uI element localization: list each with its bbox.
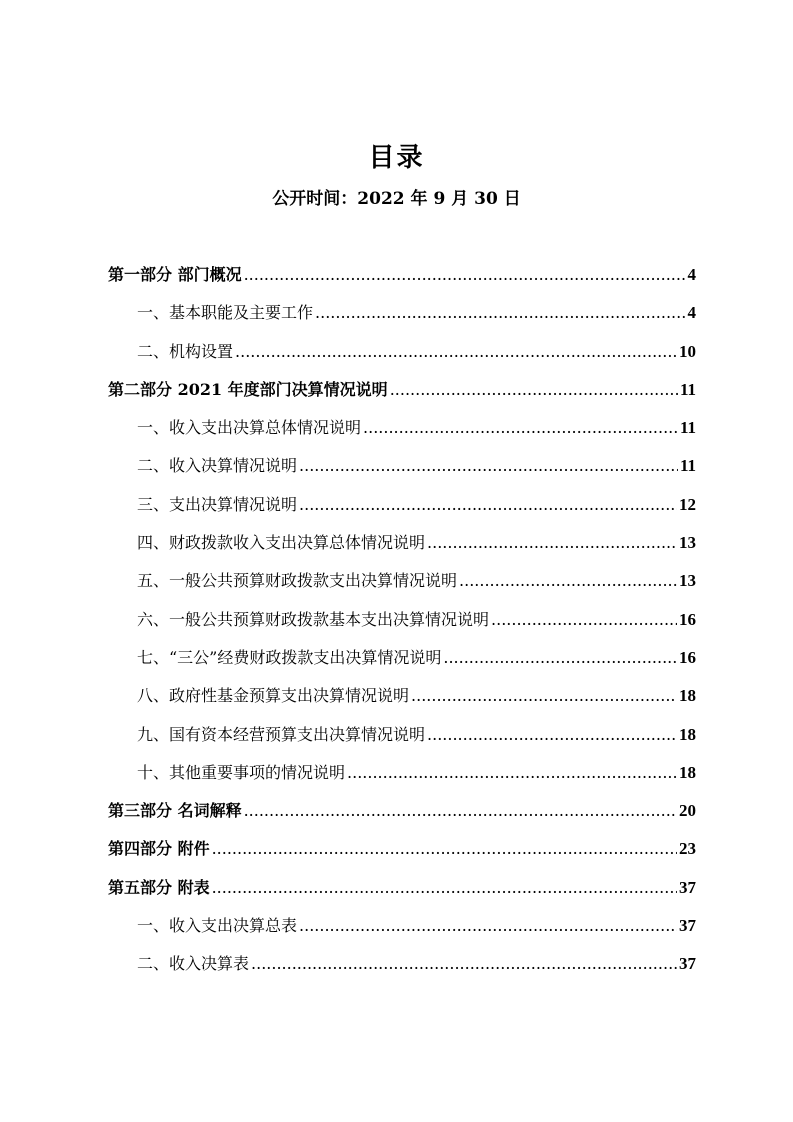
toc-entry[interactable] (108, 300, 696, 338)
toc-entry-label: 一、收入支出决算总体情况说明 (137, 418, 362, 438)
toc-entry[interactable] (108, 913, 696, 951)
toc-entry-page: 37 (679, 954, 696, 974)
toc-leader-dots (315, 303, 685, 322)
toc-leader-dots (251, 954, 677, 973)
toc-entry-label: 第一部分 部门概况 (108, 265, 242, 284)
toc-entry[interactable] (108, 262, 696, 300)
toc-entry[interactable] (108, 568, 696, 606)
toc-entry-page: 13 (679, 533, 696, 553)
toc-entry-page: 4 (687, 303, 696, 323)
toc-entry-page: 20 (679, 801, 696, 821)
toc-leader-dots (390, 380, 678, 399)
toc-leader-dots (235, 342, 677, 361)
toc-entry-page: 37 (679, 877, 696, 897)
toc-entry-page: 18 (679, 724, 696, 744)
toc-leader-dots (299, 495, 677, 514)
toc-entry-page: 11 (679, 418, 696, 438)
toc-entry-label: 五、一般公共预算财政拨款支出决算情况说明 (137, 571, 458, 591)
toc-entry-page: 13 (679, 571, 696, 591)
toc-entry-label: 第三部分 名词解释 (108, 801, 242, 821)
toc-entry[interactable] (108, 798, 696, 836)
toc-leader-dots (459, 571, 677, 590)
toc-entry-label: 八、政府性基金预算支出决算情况说明 (137, 686, 410, 706)
toc-entry[interactable] (108, 453, 696, 491)
toc-entry-label: 第五部分 附表 (108, 877, 210, 897)
toc-entry[interactable] (108, 415, 696, 453)
toc-entry[interactable] (108, 607, 696, 645)
toc-leader-dots (443, 648, 677, 667)
toc-entry[interactable] (108, 339, 696, 377)
toc-entry-label: 六、一般公共预算财政拨款基本支出决算情况说明 (137, 609, 490, 629)
toc-entry-page: 18 (679, 762, 696, 782)
toc-entry[interactable] (108, 645, 696, 683)
toc-entry-label: 四、财政拨款收入支出决算总体情况说明 (137, 533, 426, 553)
toc-entry[interactable] (108, 760, 696, 798)
toc-entry-label: 九、国有资本经营预算支出决算情况说明 (137, 724, 426, 744)
toc-leader-dots (411, 686, 677, 705)
table-of-contents (108, 262, 696, 990)
toc-entry[interactable] (108, 951, 696, 989)
toc-leader-dots (491, 610, 677, 629)
toc-entry[interactable] (108, 836, 696, 874)
toc-entry-page: 11 (679, 379, 696, 399)
toc-leader-dots (427, 725, 677, 744)
toc-entry-page: 11 (679, 456, 696, 476)
toc-entry-label: 一、基本职能及主要工作 (137, 303, 314, 323)
toc-leader-dots (299, 456, 678, 475)
toc-leader-dots (244, 265, 686, 284)
toc-entry-label: 二、收入决算表 (137, 954, 250, 974)
toc-entry-label: 三、支出决算情况说明 (137, 494, 298, 514)
toc-entry-page: 4 (687, 265, 696, 284)
toc-entry-label: 七、“三公”经费财政拨款支出决算情况说明 (137, 647, 442, 667)
toc-entry-label: 第二部分 2021 年度部门决算情况说明 (108, 379, 388, 399)
page-title: 目录 (368, 143, 425, 173)
toc-entry-page: 12 (679, 494, 696, 514)
toc-entry[interactable] (108, 492, 696, 530)
toc-leader-dots (212, 839, 677, 858)
toc-entry-page: 10 (679, 341, 696, 361)
toc-entry-page: 23 (679, 839, 696, 859)
toc-entry-label: 第四部分 附件 (108, 839, 210, 859)
toc-entry[interactable] (108, 875, 696, 913)
toc-entry-page: 16 (679, 609, 696, 629)
toc-entry-page: 37 (679, 916, 696, 936)
toc-entry[interactable] (108, 683, 696, 721)
publish-date: 公开时间：2022 年 9 月 30 日 (272, 189, 521, 209)
toc-leader-dots (363, 418, 678, 437)
toc-leader-dots (299, 916, 677, 935)
toc-entry-label: 十、其他重要事项的情况说明 (137, 762, 346, 782)
toc-entry-page: 16 (679, 647, 696, 667)
toc-entry-label: 二、机构设置 (137, 341, 234, 361)
toc-leader-dots (244, 801, 677, 820)
toc-entry-page: 18 (679, 686, 696, 706)
toc-entry[interactable] (108, 722, 696, 760)
toc-entry[interactable] (108, 530, 696, 568)
toc-leader-dots (212, 878, 677, 897)
toc-entry[interactable] (108, 377, 696, 415)
toc-entry-label: 一、收入支出决算总表 (137, 916, 298, 936)
toc-leader-dots (427, 533, 677, 552)
toc-entry-label: 二、收入决算情况说明 (137, 456, 298, 476)
toc-leader-dots (347, 763, 677, 782)
